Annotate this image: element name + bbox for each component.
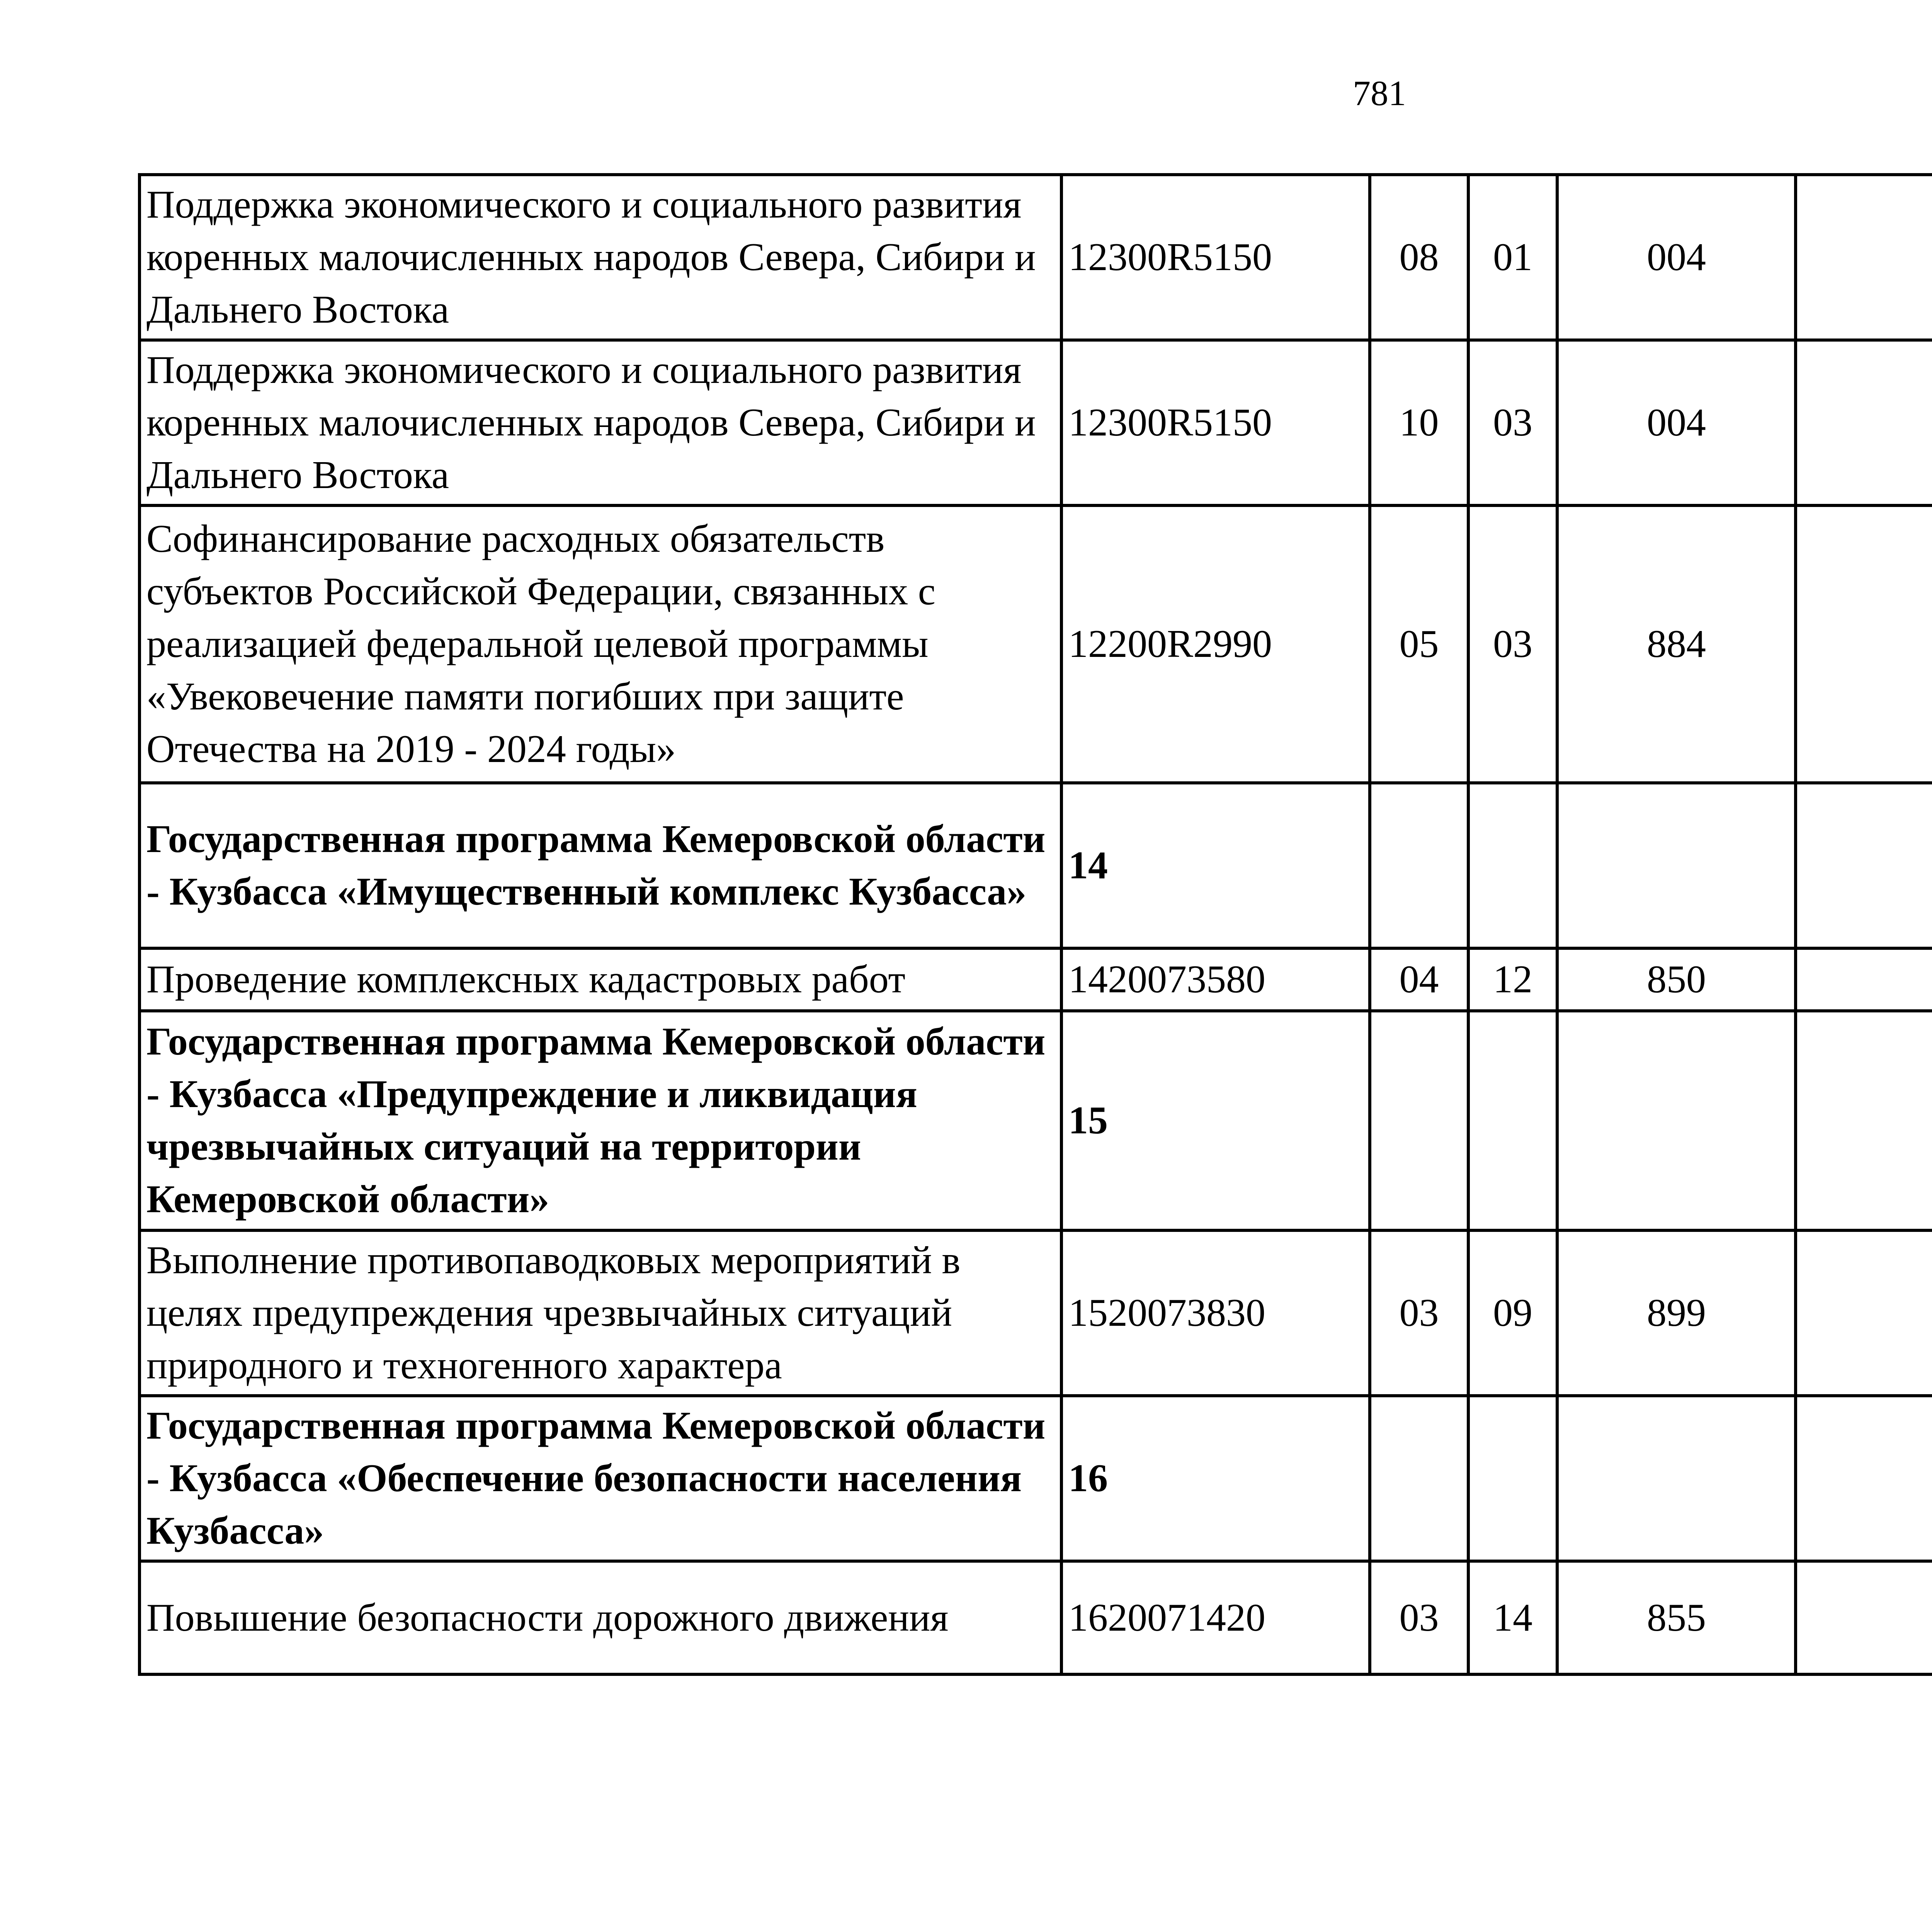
row-section: 10 [1370,340,1468,505]
row-code: 1620071420 [1061,1561,1370,1674]
row-expense-type: 855 [1557,1561,1796,1674]
row-subsection: 03 [1468,505,1557,783]
program-code: 14 [1061,783,1370,948]
row-name: Выполнение противопаводковых мероприятий в целях предупреждения чрезвычайных ситуаций природного и техногенного характера [139,1230,1061,1396]
row-expense-type: 004 [1557,340,1796,505]
row-subsection: 12 [1468,948,1557,1011]
table-row [139,1230,1932,1396]
budget-table [138,173,1932,1676]
table-row [139,1561,1932,1674]
program-row [139,1396,1932,1561]
row-subsection: 01 [1468,175,1557,340]
row-subsection: 09 [1468,1230,1557,1396]
row-value-1 [1796,948,1932,1011]
table-row [139,175,1932,340]
row-expense-type: 004 [1557,175,1796,340]
row-value-1 [1796,1011,1932,1230]
row-expense-type [1557,1396,1796,1561]
row-name: Проведение комплексных кадастровых работ [139,948,1061,1011]
program-name: Государственная программа Кемеровской области - Кузбасса «Предупреждение и ликвидация чрезвычайных ситуаций на территории Кемеровской области» [139,1011,1061,1230]
row-name: Поддержка экономического и социального развития коренных малочисленных народов Севера, Сибири и Дальнего Востока [139,175,1061,340]
row-expense-type: 884 [1557,505,1796,783]
row-name: Поддержка экономического и социального развития коренных малочисленных народов Севера, Сибири и Дальнего Востока [139,340,1061,505]
row-value-1 [1796,783,1932,948]
row-code: 12300R5150 [1061,340,1370,505]
program-row [139,783,1932,948]
row-name: Софинансирование расходных обязательств субъектов Российской Федерации, связанных с реализацией федеральной целевой программы «Увековечение памяти погибших при защите Отечества на 2019 - 2024 годы» [139,505,1061,783]
row-subsection [1468,1396,1557,1561]
table-row [139,505,1932,783]
page-number: 781 [1353,73,1406,113]
table-row [139,340,1932,505]
row-expense-type: 850 [1557,948,1796,1011]
row-subsection [1468,783,1557,948]
row-value-1 [1796,1230,1932,1396]
row-code: 1520073830 [1061,1230,1370,1396]
program-code: 16 [1061,1396,1370,1561]
program-name: Государственная программа Кемеровской области - Кузбасса «Обеспечение безопасности населения Кузбасса» [139,1396,1061,1561]
program-code: 15 [1061,1011,1370,1230]
row-section [1370,1011,1468,1230]
program-name: Государственная программа Кемеровской области - Кузбасса «Имущественный комплекс Кузбасса» [139,783,1061,948]
row-code: 12200R2990 [1061,505,1370,783]
row-value-1 [1796,1561,1932,1674]
row-value-1 [1796,1396,1932,1561]
row-subsection [1468,1011,1557,1230]
row-code: 1420073580 [1061,948,1370,1011]
row-section [1370,1396,1468,1561]
row-value-1 [1796,505,1932,783]
row-section: 03 [1370,1230,1468,1396]
program-row [139,1011,1932,1230]
row-section: 05 [1370,505,1468,783]
table-row [139,948,1932,1011]
row-section: 08 [1370,175,1468,340]
row-expense-type: 899 [1557,1230,1796,1396]
row-value-1 [1796,175,1932,340]
row-section: 04 [1370,948,1468,1011]
row-name: Повышение безопасности дорожного движения [139,1561,1061,1674]
row-expense-type [1557,783,1796,948]
row-value-1 [1796,340,1932,505]
row-code: 12300R5150 [1061,175,1370,340]
row-subsection: 14 [1468,1561,1557,1674]
row-section [1370,783,1468,948]
row-section: 03 [1370,1561,1468,1674]
row-subsection: 03 [1468,340,1557,505]
row-expense-type [1557,1011,1796,1230]
